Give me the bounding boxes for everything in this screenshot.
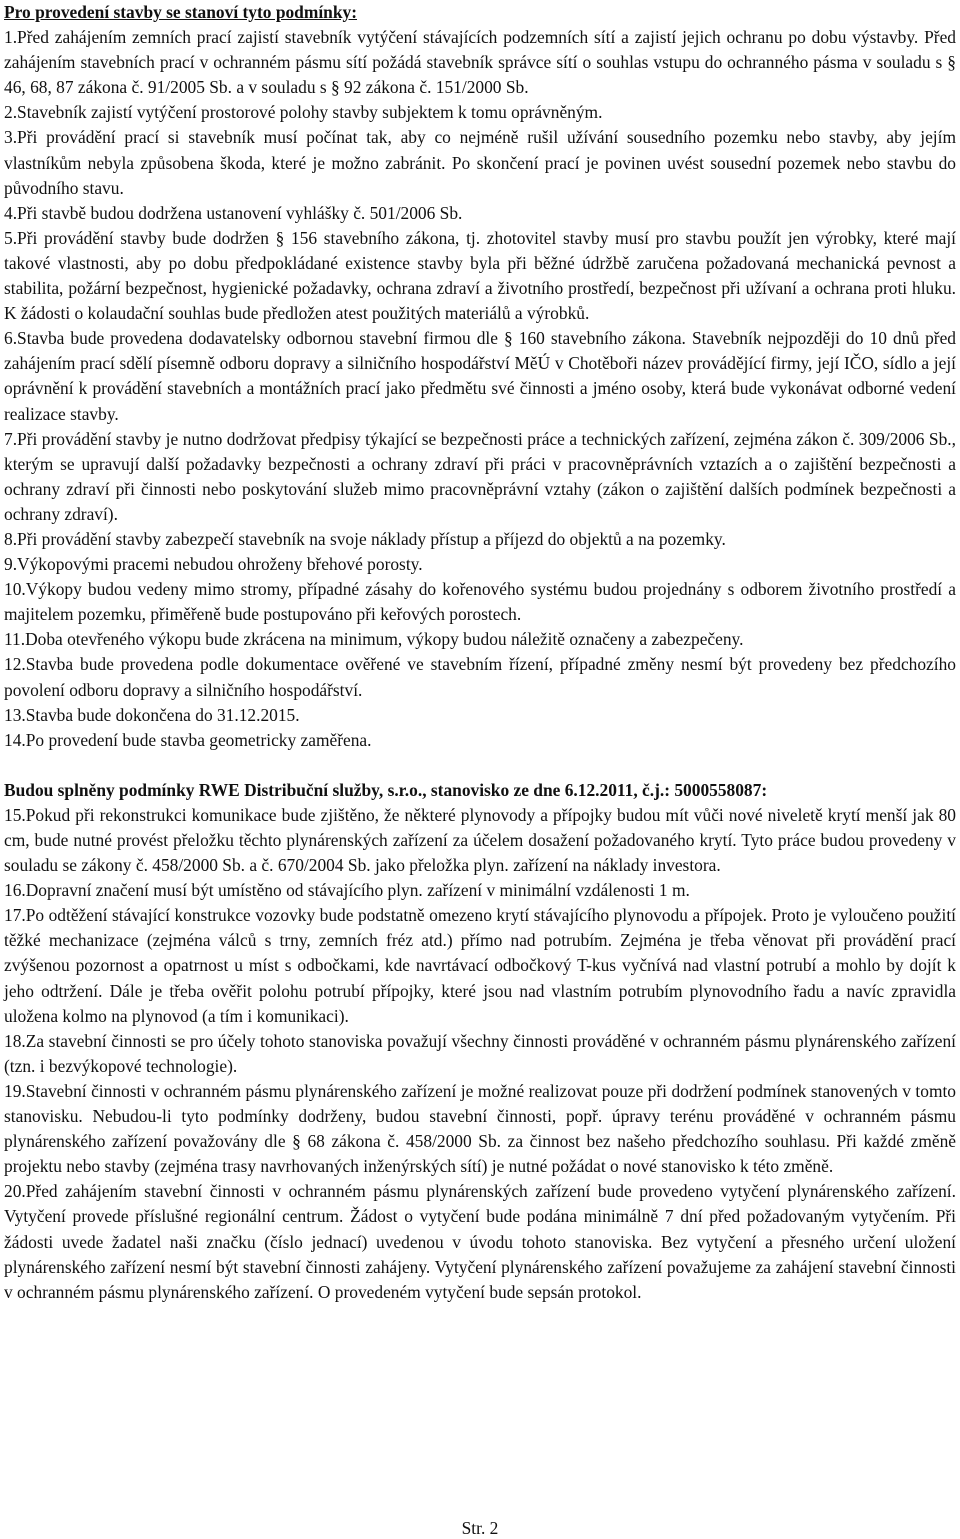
condition-item-5: 5.Při provádění stavby bude dodržen § 156 stavebního zákona, tj. zhotovitel stavby musí pro stavbu použít jen výrobky, které mají takové vlastnosti, aby po dobu předpokládané existence stavby byla při běžné údržbě zaručena požadovaná mechanická pevnost a stabilita, požární bezpečnost, hygienické požadavky, ochrana zdraví a životního prostředí, bezpečnost při užívaní a ochrana proti hluku. K žádosti o kolaudační souhlas bude předložen atest použitých materiálů a výrobků. — [4, 227, 956, 324]
condition-item-20: 20.Před zahájením stavební činnosti v ochranném pásmu plynárenských zařízení bude provedeno vytyčení plynárenského zařízení. Vytyčení provede příslušné regionální centrum. Žádost o vytyčení bude podána minimálně 7 dní před požadovaným vytyčením. Při žádosti uvede žadatel naši značku (číslo jednací) uvedenou v úvodu tohoto stanoviska. Bez vytyčení a přesného určení uložení plynárenského zařízení nesmí být stavební činnosti zahájeny. Vytyčení plynárenského zařízení považujeme za zahájení stavební činnosti v ochranném pásmu plynárenského zařízení. O provedeném vytyčení bude sepsán protokol. — [4, 1181, 956, 1302]
rwe-conditions-list — [4, 803, 956, 1305]
condition-item-12: 12.Stavba bude provedena podle dokumentace ověřené ve stavebním řízení, případné změny nesmí být provedeny bez předchozího povolení odboru dopravy a silničního hospodářství. — [4, 654, 956, 700]
condition-item-19: 19.Stavební činnosti v ochranném pásmu plynárenského zařízení je možné realizovat pouze při dodržení podmínek stanovených v tomto stanovisku. Nebudou-li tyto podmínky dodrženy, budou stavební činnosti, popř. úpravy terénu prováděné v ochranném pásmu plynárenského zařízení považovány dle § 68 zákona č. 458/2000 Sb. za činnost bez našeho předchozího souhlasu. Při každé změně projektu nebo stavby (zejména trasy navrhovaných inženýrských sítí) je nutné požádat o nové stanovisko k této změně. — [4, 1080, 956, 1177]
condition-item-2: 2.Stavebník zajistí vytýčení prostorové polohy stavby subjektem k tomu oprávněným. — [4, 102, 603, 123]
condition-item-3: 3.Při provádění prací si stavebník musí počínat tak, aby co nejméně rušil užívání sousedního pozemku nebo stavby, aby jejím vlastníkům nebyla způsobena škoda, které je možno zabránit. Po skončení prací je povinen uvést sousední pozemek nebo stavbu do původního stavu. — [4, 127, 956, 198]
condition-item-15: 15.Pokud při rekonstrukci komunikace bude zjištěno, že některé plynovody a přípojky budou mít vůči nové niveletě krytí menší jak 80 cm, bude nutné provést přeložku těchto plynárenských zařízení za účelem dosažení požadovaného krytí. Tyto práce budou provedeny v souladu se zákony č. 458/2000 Sb. a č. 670/2004 Sb. jako přeložka plyn. zařízení na náklady investora. — [4, 804, 956, 876]
condition-item-7: 7.Při provádění stavby je nutno dodržovat předpisy týkající se bezpečnosti práce a technických zařízení, zejména zákon č. 309/2006 Sb., kterým se upravují další požadavky bezpečnosti a ochrany zdraví při práci v pracovněprávních vztazích a o zajištění bezpečnosti a ochrany zdraví při činnosti nebo poskytování služeb mimo pracovněprávní vztahy (zákon o zajištění dalších podmínek bezpečnosti a ochrany zdraví). — [4, 428, 956, 524]
condition-item-11: 11.Doba otevřeného výkopu bude zkrácena na minimum, výkopy budou náležitě označeny a zabezpečeny. — [4, 629, 744, 650]
condition-item-6: 6.Stavba bude provedena dodavatelsky odbornou stavební firmou dle § 160 stavebního zákona. Stavebník nejpozději do 10 dnů před zahájením prací sdělí písemně odboru dopravy a silničního hospodářství MěÚ v Chotěboři název provádějící firmy, její IČO, sídlo a její oprávnění k provádění stavebních a montážních prací jako předmětu své činnosti a jméno osoby, která bude vykonávat odborné vedení realizace stavby. — [4, 328, 956, 424]
condition-item-9: 9.Výkopovými pracemi nebudou ohroženy břehové porosty. — [4, 554, 423, 575]
section-heading-rwe: Budou splněny podmínky RWE Distribuční služby, s.r.o., stanovisko ze dne 6.12.2011, č.j.: 5000558087: — [4, 779, 768, 800]
section-heading-conditions: Pro provedení stavby se stanoví tyto podmínky: — [4, 2, 358, 22]
condition-item-4: 4.Při stavbě budou dodržena ustanovení vyhlášky č. 501/2006 Sb. — [4, 202, 463, 223]
condition-item-13: 13.Stavba bude dokončena do 31.12.2015. — [4, 704, 300, 725]
condition-item-17: 17.Po odtěžení stávající konstrukce vozovky bude podstatně omezeno krytí stávajícího plynovodu a přípojek. Proto je vyloučeno použití těžké mechanizace (zejména válců s trny, zemních fréz atd.) přímo nad potrubím. Zejména je třeba věnovat při provádění prací zvýšenou pozornost a opatrnost u míst s odbočkami, kde navrtávací odbočkový T-kus vyčnívá nad vlastní potrubí a mohlo by dojít k jeho odtržení. Dále je třeba ověřit polohu potrubí přípojky, které jsou nad vlastním potrubím plynovodního řadu a navíc zpravidla uložena kolmo na plynovod (a tím i komunikaci). — [4, 905, 956, 1026]
condition-item-8: 8.Při provádění stavby zabezpečí stavebník na svoje náklady přístup a příjezd do objektů a na pozemky. — [4, 528, 726, 549]
page-number: Str. 2 — [461, 1518, 499, 1538]
condition-item-14: 14.Po provedení bude stavba geometricky zaměřena. — [4, 729, 372, 750]
condition-item-10: 10.Výkopy budou vedeny mimo stromy, případné zásahy do kořenového systému budou projednány s odborem životního prostředí a majitelem pozemku, přiměřeně bude postupováno při keřových porostech. — [4, 579, 956, 625]
condition-item-1: 1.Před zahájením zemních prací zajistí stavebník vytýčení stávajících podzemních sítí a zajistí jejich ochranu po dobu výstavby. Před zahájením stavebních prací v ochranném pásmu sítí požádá stavebník správce sítí o souhlas vstupu do ochranného pásma v souladu s § 46, 68, 87 zákona č. 91/2005 Sb. a v souladu s § 92 zákona č. 151/2000 Sb. — [4, 27, 956, 98]
condition-item-18: 18.Za stavební činnosti se pro účely tohoto stanoviska považují všechny činnosti prováděné v ochranném pásmu plynárenského zařízení (tzn. i bezvýkopové technologie). — [4, 1030, 956, 1076]
condition-item-16: 16.Dopravní značení musí být umístěno od stávajícího plyn. zařízení v minimální vzdálenosti 1 m. — [4, 880, 690, 901]
conditions-list — [4, 25, 956, 753]
